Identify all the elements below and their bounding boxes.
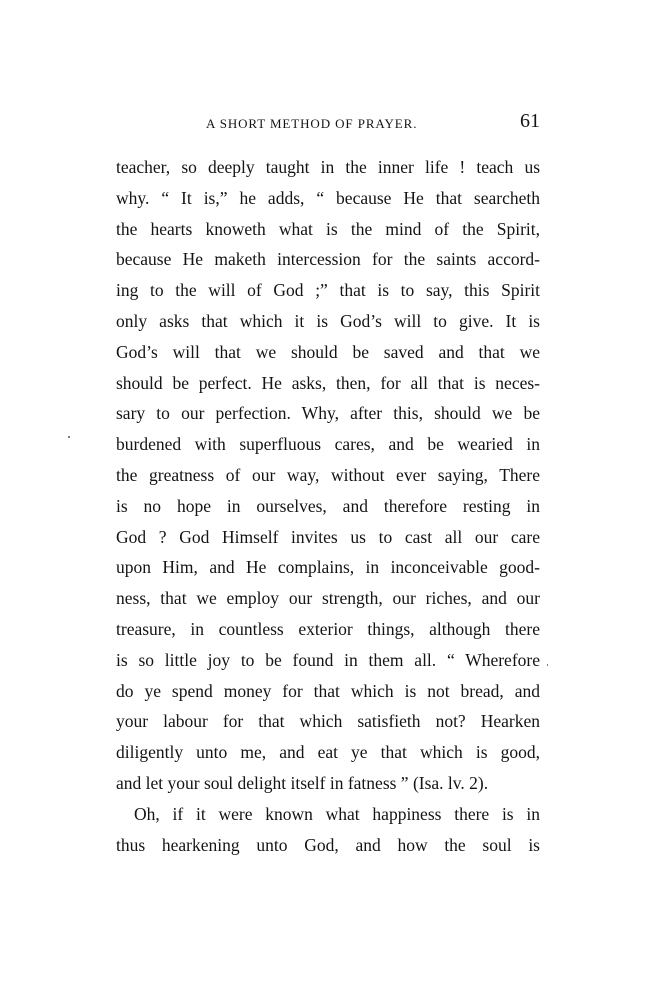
paragraph-start-line: Oh, if it were known what happiness there is in <box>134 803 540 824</box>
text-line: the greatness of our way, without ever saying, There <box>116 464 540 485</box>
text-line: is no hope in ourselves, and therefore resting in <box>116 495 540 516</box>
text-line: the hearts knoweth what is the mind of the Spirit, <box>116 218 540 239</box>
text-line: God ? God Himself invites us to cast all our care <box>116 526 540 547</box>
body-text <box>116 152 540 860</box>
text-line: only asks that which it is God’s will to give. It is <box>116 310 540 331</box>
running-title: A SHORT METHOD OF PRAYER. <box>206 116 418 131</box>
scan-speck <box>547 664 548 666</box>
text-line: should be perfect. He asks, then, for all that is neces- <box>116 372 540 393</box>
text-line: ing to the will of God ;” that is to say, this Spirit <box>116 280 540 301</box>
text-line: is so little joy to be found in them all. “ Wherefore <box>116 649 540 670</box>
text-line: do ye spend money for that which is not bread, and <box>116 680 540 701</box>
running-head <box>118 110 540 140</box>
text-line: thus hearkening unto God, and how the soul is <box>116 834 540 855</box>
text-line: your labour for that which satisfieth not? Hearken <box>116 711 540 732</box>
text-line: burdened with superfluous cares, and be wearied in <box>116 434 540 455</box>
text-line: sary to our perfection. Why, after this, should we be <box>116 403 540 424</box>
text-line: because He maketh intercession for the saints accord- <box>116 249 540 270</box>
scan-speck <box>68 436 70 438</box>
text-line: diligently unto me, and eat ye that which is good, <box>116 742 540 763</box>
text-line: treasure, in countless exterior things, although there <box>116 618 540 639</box>
text-line: ness, that we employ our strength, our riches, and our <box>116 588 540 609</box>
text-line: God’s will that we should be saved and that we <box>116 341 540 362</box>
page-number: 61 <box>520 110 540 132</box>
text-line: and let your soul delight itself in fatness ” (Isa. lv. 2). <box>116 772 489 793</box>
text-line: teacher, so deeply taught in the inner life ! teach us <box>116 157 540 177</box>
text-line: why. “ It is,” he adds, “ because He that searcheth <box>116 187 540 208</box>
text-line: upon Him, and He complains, in inconceivable good- <box>116 557 540 578</box>
